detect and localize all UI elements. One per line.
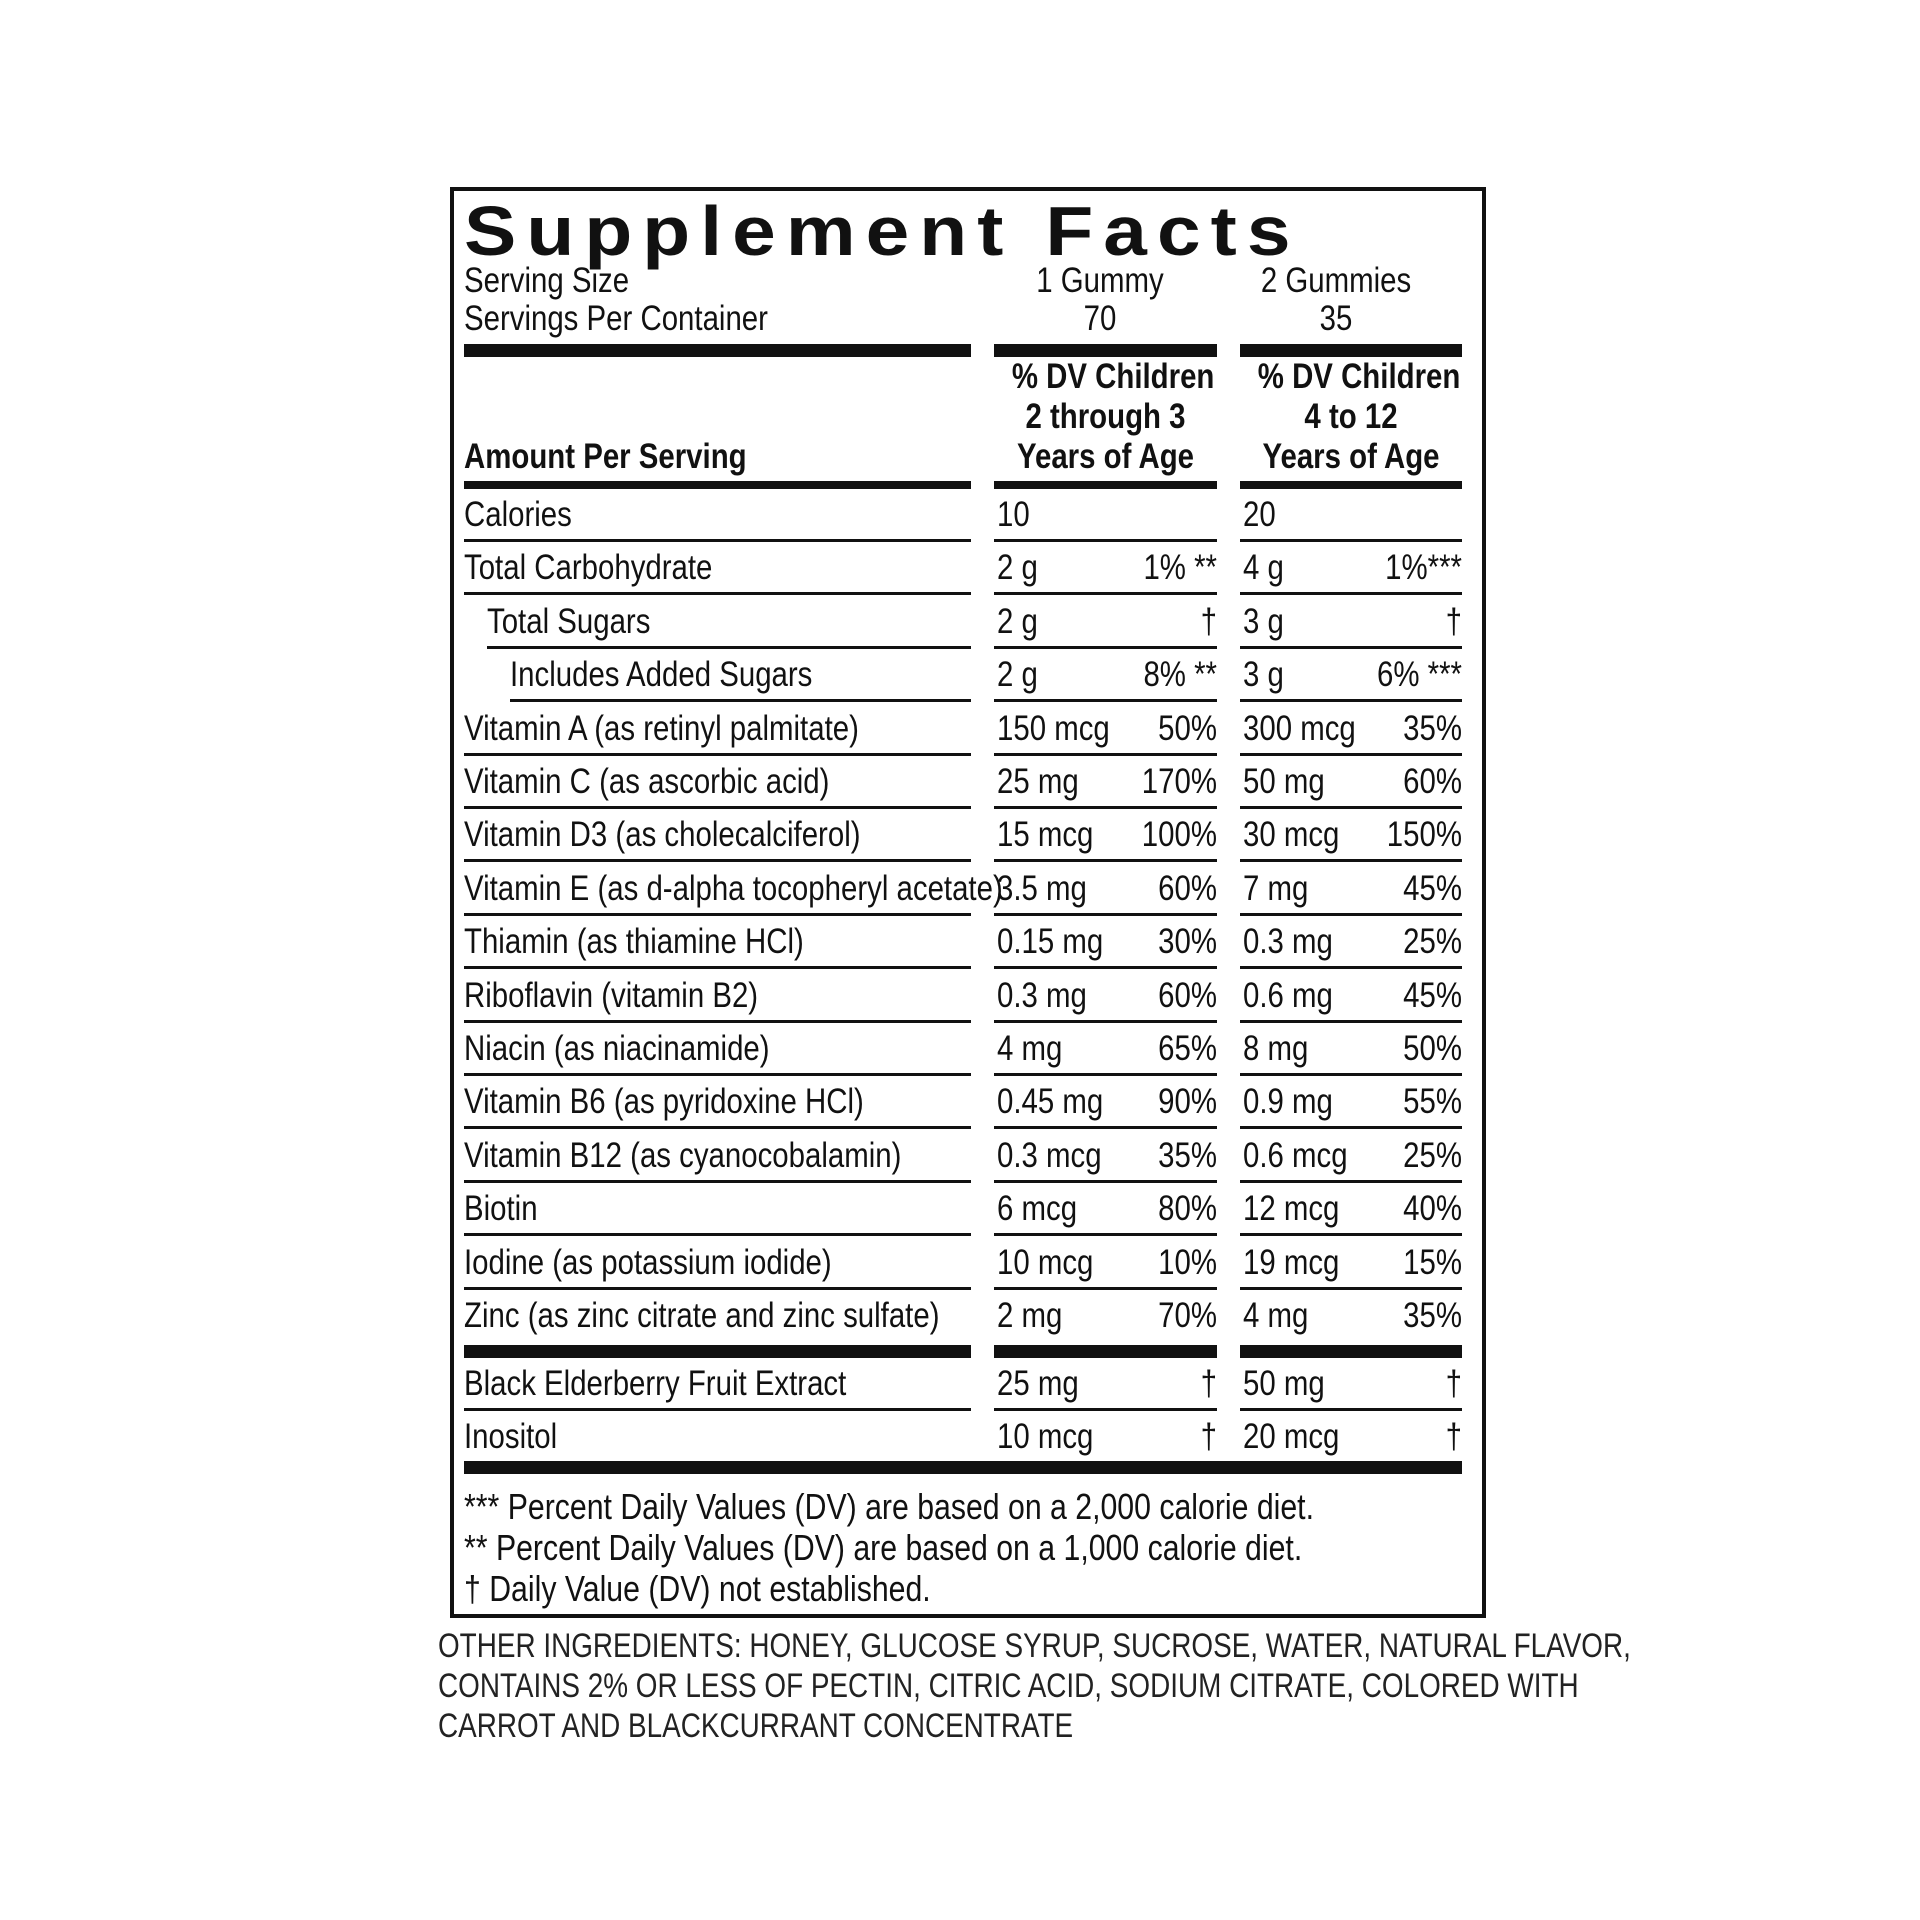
- nutrient-name: Vitamin A (as retinyl palmitate): [464, 708, 859, 748]
- nutrient-name: Riboflavin (vitamin B2): [464, 975, 759, 1015]
- table-row: [454, 1183, 1482, 1236]
- amount-col1: 10 mcg: [997, 1242, 1094, 1282]
- amount-col2: 50 mg: [1243, 762, 1325, 801]
- amount-col2: 20: [1243, 495, 1276, 534]
- divider-bar: [1240, 344, 1462, 357]
- amount-col1: 3.5 mg: [997, 868, 1087, 908]
- dv-col1: 30%: [1158, 922, 1217, 962]
- table-row: [454, 1076, 1482, 1129]
- divider-bar: [994, 344, 1217, 357]
- amount-col2: 4 mg: [1243, 1296, 1309, 1335]
- dv-col2: 1%***: [1385, 548, 1462, 588]
- dv-col1: 65%: [1158, 1029, 1217, 1068]
- amount-col1: 6 mcg: [997, 1189, 1078, 1229]
- nutrient-name: Total Carbohydrate: [464, 548, 713, 588]
- table-row: [454, 542, 1482, 595]
- footnote-1000: ** Percent Daily Values (DV) are based on a 1,000 calorie diet.: [464, 1527, 1303, 1568]
- dv-header-col1-line1: % DV Children: [1011, 357, 1215, 396]
- dv-col1: †: [1200, 601, 1217, 641]
- table-row: [454, 596, 1482, 649]
- amount-col2: 300 mcg: [1243, 708, 1356, 748]
- amount-col2: 12 mcg: [1243, 1189, 1340, 1229]
- nutrient-name: Thiamin (as thiamine HCl): [464, 922, 804, 962]
- amount-col1: 10: [997, 495, 1030, 534]
- divider-bar: [994, 1345, 1217, 1358]
- ingredients-line: OTHER INGREDIENTS: HONEY, GLUCOSE SYRUP, SUCROSE, WATER, NATURAL FLAVOR,: [438, 1627, 1631, 1665]
- table-row: [454, 1130, 1482, 1183]
- amount-col1: 15 mcg: [997, 815, 1094, 855]
- amount-col1: 0.3 mg: [997, 975, 1087, 1015]
- table-row: [454, 863, 1482, 916]
- divider-bar: [1240, 481, 1462, 489]
- serving-size-col2: 2 Gummies: [1260, 261, 1412, 300]
- dv-col1: 35%: [1158, 1135, 1217, 1175]
- dv-col1: 100%: [1141, 815, 1217, 855]
- other-ingredients: [438, 1626, 1893, 1746]
- amount-col1: 0.3 mcg: [997, 1135, 1102, 1175]
- dv-header-col2-line3: Years of Age: [1262, 437, 1440, 476]
- nutrient-name: Zinc (as zinc citrate and zinc sulfate): [464, 1296, 940, 1335]
- amount-col2: 19 mcg: [1243, 1242, 1340, 1282]
- panel-title: Supplement Facts: [464, 192, 1301, 270]
- table-row: [454, 1290, 1482, 1343]
- table-row: [454, 809, 1482, 862]
- table-row: [454, 649, 1482, 702]
- dv-col2: †: [1445, 1417, 1462, 1456]
- dv-col1: 170%: [1141, 762, 1217, 801]
- dv-col2: †: [1445, 1364, 1462, 1403]
- divider-bar: [994, 481, 1217, 489]
- nutrient-name: Vitamin D3 (as cholecalciferol): [464, 815, 861, 855]
- dv-col2: †: [1445, 601, 1462, 641]
- amount-col1: 150 mcg: [997, 708, 1110, 748]
- amount-col1: 25 mg: [997, 1364, 1079, 1403]
- dv-col2: 150%: [1386, 815, 1462, 855]
- dv-col2: 35%: [1403, 1296, 1462, 1335]
- ingredient-name: Black Elderberry Fruit Extract: [464, 1364, 847, 1403]
- amount-col1: 0.45 mg: [997, 1082, 1104, 1122]
- amount-col1: 2 g: [997, 548, 1038, 588]
- divider-bar: [464, 1345, 971, 1358]
- nutrient-name: Niacin (as niacinamide): [464, 1029, 770, 1068]
- nutrient-name: Total Sugars: [487, 601, 651, 641]
- dv-header-col2-line1: % DV Children: [1257, 357, 1461, 396]
- amount-col1: 2 g: [997, 601, 1038, 641]
- dv-col1: †: [1200, 1364, 1217, 1403]
- amount-col2: 50 mg: [1243, 1364, 1325, 1403]
- dv-col1: †: [1200, 1417, 1217, 1456]
- amount-col2: 7 mg: [1243, 868, 1309, 908]
- ingredients-line: CONTAINS 2% OR LESS OF PECTIN, CITRIC ACID, SODIUM CITRATE, COLORED WITH: [438, 1667, 1579, 1705]
- amount-col2: 3 g: [1243, 655, 1284, 695]
- amount-col1: 2 mg: [997, 1296, 1063, 1335]
- ingredient-name: Inositol: [464, 1417, 558, 1456]
- amount-per-serving-label: Amount Per Serving: [464, 437, 747, 476]
- dv-col2: 60%: [1403, 762, 1462, 801]
- nutrient-name: Vitamin C (as ascorbic acid): [464, 762, 830, 801]
- table-row: [454, 1023, 1482, 1076]
- dv-header-col2-line2: 4 to 12: [1304, 397, 1398, 436]
- serving-size-label: Serving Size: [464, 261, 630, 300]
- dv-col2: 15%: [1403, 1242, 1462, 1282]
- dv-col1: 50%: [1158, 708, 1217, 748]
- table-row: [454, 1237, 1482, 1290]
- dv-header-col1-line3: Years of Age: [1016, 437, 1195, 476]
- servings-col2: 35: [1319, 299, 1353, 338]
- supplement-facts-panel: [450, 187, 1486, 1618]
- amount-col2: 8 mg: [1243, 1029, 1309, 1068]
- amount-col1: 10 mcg: [997, 1417, 1094, 1456]
- amount-col2: 4 g: [1243, 548, 1284, 588]
- servings-per-container-label: Servings Per Container: [464, 299, 768, 338]
- amount-col2: 20 mcg: [1243, 1417, 1340, 1456]
- dv-col1: 60%: [1158, 868, 1217, 908]
- dv-col2: 25%: [1403, 1135, 1462, 1175]
- dv-col2: 40%: [1403, 1189, 1462, 1229]
- nutrient-name: Iodine (as potassium iodide): [464, 1242, 832, 1282]
- divider-bar: [464, 481, 971, 489]
- dv-col1: 90%: [1158, 1082, 1217, 1122]
- amount-col1: 2 g: [997, 655, 1038, 695]
- dv-col2: 45%: [1403, 868, 1462, 908]
- nutrient-name: Calories: [464, 495, 572, 534]
- footnote-2000: *** Percent Daily Values (DV) are based on a 2,000 calorie diet.: [464, 1486, 1314, 1527]
- table-row: [454, 916, 1482, 969]
- table-row: [454, 703, 1482, 756]
- amount-col2: 0.3 mg: [1243, 922, 1333, 962]
- dv-header-col1-line2: 2 through 3: [1025, 397, 1186, 436]
- dv-col1: 70%: [1158, 1296, 1217, 1335]
- dv-col2: 50%: [1403, 1029, 1462, 1068]
- dv-col2: 55%: [1403, 1082, 1462, 1122]
- amount-col1: 0.15 mg: [997, 922, 1104, 962]
- nutrient-name: Vitamin B6 (as pyridoxine HCl): [464, 1082, 864, 1122]
- dv-col1: 10%: [1158, 1242, 1217, 1282]
- dv-col2: 45%: [1403, 975, 1462, 1015]
- nutrient-name: Vitamin B12 (as cyanocobalamin): [464, 1135, 902, 1175]
- table-row: [454, 970, 1482, 1023]
- divider-bar: [1240, 1345, 1462, 1358]
- dv-col2: 6% ***: [1377, 655, 1462, 695]
- divider-bar: [464, 1461, 1462, 1474]
- dv-col2: 35%: [1403, 708, 1462, 748]
- footnote-dagger: † Daily Value (DV) not established.: [464, 1568, 931, 1609]
- nutrient-name: Biotin: [464, 1189, 538, 1229]
- table-row: [454, 756, 1482, 809]
- amount-col2: 3 g: [1243, 601, 1284, 641]
- amount-col1: 25 mg: [997, 762, 1079, 801]
- table-row: [454, 489, 1482, 542]
- dv-col1: 8% **: [1143, 655, 1217, 695]
- amount-col2: 0.9 mg: [1243, 1082, 1333, 1122]
- table-row: [454, 1411, 1482, 1464]
- amount-col1: 4 mg: [997, 1029, 1063, 1068]
- dv-col1: 60%: [1158, 975, 1217, 1015]
- divider-bar: [464, 344, 971, 357]
- nutrient-name: Vitamin E (as d-alpha tocopheryl acetate): [464, 868, 1003, 908]
- amount-col2: 30 mcg: [1243, 815, 1340, 855]
- servings-col1: 70: [1083, 299, 1117, 338]
- table-row: [454, 1358, 1482, 1411]
- nutrient-name: Includes Added Sugars: [510, 655, 813, 695]
- dv-col2: 25%: [1403, 922, 1462, 962]
- amount-col2: 0.6 mcg: [1243, 1135, 1348, 1175]
- amount-col2: 0.6 mg: [1243, 975, 1333, 1015]
- ingredients-line: CARROT AND BLACKCURRANT CONCENTRATE: [438, 1707, 1074, 1745]
- dv-col1: 80%: [1158, 1189, 1217, 1229]
- serving-size-col1: 1 Gummy: [1036, 261, 1164, 300]
- dv-col1: 1% **: [1143, 548, 1217, 588]
